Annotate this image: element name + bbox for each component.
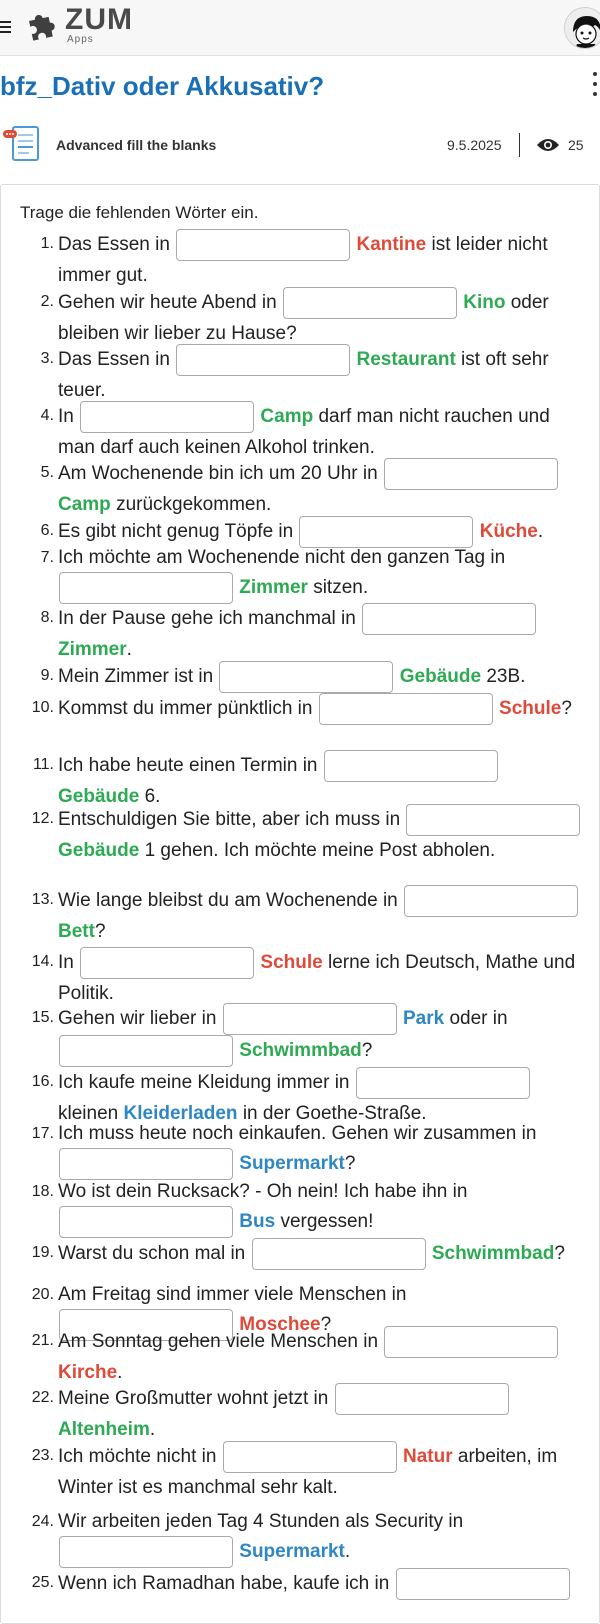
- item-sentence: [58, 1119, 583, 1180]
- item-sentence: [58, 458, 583, 519]
- sentence-text: sitzen.: [307, 577, 369, 599]
- sentence-text: oder bleiben wir lieber zu Hause?: [58, 292, 549, 344]
- sentence-text: lerne ich Deutsch, Mathe und Politik.: [58, 952, 576, 1004]
- blank-input[interactable]: [324, 750, 498, 782]
- noun-hint: Restaurant: [356, 349, 456, 371]
- noun-hint: Zimmer: [58, 639, 127, 660]
- noun-hint: Bus: [239, 1211, 276, 1233]
- sentence-text: Das Essen in: [58, 234, 176, 256]
- sentence-text: 23B.: [481, 666, 526, 688]
- blank-input[interactable]: [384, 1326, 558, 1358]
- item-number: 5.: [40, 464, 54, 481]
- logo-name: ZUM: [65, 3, 133, 36]
- top-bar: [0, 0, 600, 56]
- sentence-text: ?: [561, 698, 572, 720]
- sentence-text: Wir arbeiten jeden Tag 4 Stunden als Security in: [58, 1511, 464, 1532]
- noun-hint: Bett: [58, 921, 95, 942]
- item-number: 8.: [40, 609, 54, 626]
- view-count: 25: [568, 137, 584, 153]
- eye-icon: [536, 137, 560, 153]
- item-number: 22.: [31, 1389, 54, 1406]
- sentence-text: .: [126, 639, 132, 660]
- sentence-text: Wo ist dein Rucksack? - Oh nein! Ich habe ihn in: [58, 1181, 468, 1202]
- item-number: 17.: [31, 1125, 54, 1142]
- sentence-text: In: [58, 952, 80, 974]
- task-instructions: Trage die fehlenden Wörter ein.: [20, 203, 259, 222]
- item-sentence: [58, 693, 583, 725]
- noun-hint: Kino: [463, 292, 506, 314]
- sentence-text: Ich habe heute einen Termin in: [58, 755, 323, 777]
- item-number: 24.: [31, 1513, 54, 1530]
- blank-input[interactable]: [219, 661, 393, 693]
- sentence-text: 6.: [139, 786, 161, 807]
- item-number: 4.: [40, 407, 54, 424]
- publish-date: 9.5.2025: [447, 137, 502, 153]
- noun-hint: Moschee: [239, 1314, 321, 1336]
- item-sentence: [58, 1003, 583, 1067]
- sentence-text: Gehen wir heute Abend in: [58, 292, 282, 314]
- blank-input[interactable]: [80, 401, 254, 433]
- sentence-text: darf man nicht rauchen und man darf auch keinen Alkohol trinken.: [58, 406, 550, 458]
- sentence-text: kleinen: [58, 1103, 124, 1124]
- sentence-text: ?: [344, 1153, 356, 1175]
- item-sentence: [58, 750, 583, 811]
- fill-blanks-type-icon: [2, 126, 40, 162]
- blank-input[interactable]: [384, 458, 558, 490]
- sentence-text: Meine Großmutter wohnt jetzt in: [58, 1388, 334, 1410]
- logo-subtitle: Apps: [67, 34, 94, 45]
- item-number: 3.: [40, 350, 54, 367]
- item-sentence: [58, 1238, 583, 1270]
- avatar-face-icon: [565, 8, 600, 49]
- item-number: 6.: [40, 522, 54, 539]
- item-number: 20.: [31, 1286, 54, 1303]
- sentence-text: arbeiten, im Winter ist es manchmal sehr kalt.: [58, 1446, 558, 1498]
- blank-input[interactable]: [59, 572, 233, 604]
- exercise-card: [0, 184, 600, 1624]
- sentence-text: Am Freitag sind immer viele Menschen in: [58, 1284, 407, 1305]
- item-sentence: [58, 344, 583, 405]
- item-number: 25.: [31, 1574, 54, 1591]
- user-avatar[interactable]: [564, 7, 600, 49]
- noun-hint: Supermarkt: [239, 1541, 345, 1563]
- hamburger-menu-icon[interactable]: [0, 21, 11, 33]
- sentence-text: Gehen wir lieber in: [58, 1008, 222, 1030]
- noun-hint: Kleiderladen: [123, 1103, 238, 1124]
- item-sentence: [58, 1326, 583, 1387]
- noun-hint: Kirche: [58, 1362, 118, 1383]
- noun-hint: Küche: [479, 521, 538, 543]
- item-number: 23.: [31, 1447, 54, 1464]
- sentence-text: In der Pause gehe ich manchmal in: [58, 608, 362, 630]
- item-number: 21.: [31, 1332, 54, 1349]
- sentence-text: Ich möchte nicht in: [58, 1446, 222, 1468]
- blank-input[interactable]: [223, 1003, 397, 1035]
- noun-hint: Park: [402, 1008, 445, 1030]
- blank-input[interactable]: [59, 1536, 233, 1568]
- sentence-text: ist leider nicht immer gut.: [58, 234, 548, 286]
- noun-hint: Zimmer: [239, 577, 308, 599]
- sentence-text: Mein Zimmer ist in: [58, 666, 219, 688]
- sentence-text: ?: [320, 1314, 332, 1336]
- blank-input[interactable]: [59, 1035, 233, 1067]
- noun-hint: Schwimmbad: [431, 1243, 555, 1265]
- item-number: 2.: [40, 293, 54, 310]
- sentence-text: oder in: [444, 1008, 508, 1030]
- sentence-text: Es gibt nicht genug Töpfe in: [58, 521, 299, 543]
- noun-hint: Supermarkt: [239, 1153, 345, 1175]
- item-sentence: [58, 661, 583, 693]
- item-sentence: [58, 229, 583, 290]
- sentence-text: Ich muss heute noch einkaufen. Gehen wir zusammen in: [58, 1123, 537, 1144]
- meta-divider: [519, 133, 520, 157]
- page-title: bfz_Dativ oder Akkusativ?: [0, 71, 325, 101]
- blank-input[interactable]: [319, 693, 493, 725]
- blank-input[interactable]: [252, 1238, 426, 1270]
- noun-hint: Gebäude: [58, 786, 140, 807]
- sentence-text: Wenn ich Ramadhan habe, kaufe ich in: [58, 1573, 395, 1595]
- item-number: 11.: [32, 756, 54, 773]
- item-sentence: [58, 401, 583, 462]
- item-number: 7.: [40, 549, 54, 566]
- blank-input[interactable]: [404, 885, 578, 917]
- sentence-text: .: [117, 1362, 123, 1383]
- item-sentence: [58, 287, 583, 348]
- item-sentence: [58, 1177, 583, 1238]
- noun-hint: Camp: [58, 494, 111, 515]
- noun-hint: Altenheim: [58, 1419, 150, 1440]
- item-sentence: [58, 1568, 583, 1600]
- kebab-menu-icon[interactable]: [592, 72, 598, 96]
- blank-input[interactable]: [335, 1383, 509, 1415]
- item-sentence: [58, 1383, 583, 1444]
- sentence-text: zurückgekommen.: [110, 494, 272, 515]
- blank-input[interactable]: [362, 603, 536, 635]
- sentence-text: Das Essen in: [58, 349, 176, 371]
- blank-input[interactable]: [223, 1441, 397, 1473]
- item-sentence: [58, 1507, 583, 1568]
- sentence-text: ?: [94, 921, 106, 942]
- item-number: 1.: [40, 235, 54, 252]
- blank-input[interactable]: [59, 1148, 233, 1180]
- sentence-text: Wie lange bleibst du am Wochenende in: [58, 890, 404, 912]
- item-number: 10.: [31, 699, 54, 716]
- item-number: 15.: [31, 1009, 54, 1026]
- item-sentence: [58, 885, 583, 946]
- sentence-text: in der Goethe-Straße.: [237, 1103, 427, 1124]
- noun-hint: Gebäude: [58, 840, 140, 861]
- item-number: 19.: [31, 1244, 54, 1261]
- blank-input[interactable]: [176, 344, 350, 376]
- noun-hint: Schule: [260, 952, 323, 974]
- sentence-text: Am Wochenende bin ich um 20 Uhr in: [58, 463, 383, 485]
- noun-hint: Schule: [499, 698, 562, 720]
- item-number: 12.: [31, 810, 54, 827]
- puzzle-piece-icon: [26, 6, 62, 42]
- sentence-text: In: [58, 406, 80, 428]
- sentence-text: .: [537, 521, 544, 543]
- blank-input[interactable]: [80, 947, 254, 979]
- item-sentence: [58, 1441, 583, 1502]
- zum-apps-logo[interactable]: [26, 3, 133, 45]
- blank-input[interactable]: [406, 804, 580, 836]
- sentence-text: .: [149, 1419, 156, 1440]
- item-sentence: [58, 947, 583, 1008]
- content-meta-bar: [0, 124, 600, 164]
- noun-hint: Camp: [260, 406, 314, 428]
- sentence-text: Ich kaufe meine Kleidung immer in: [58, 1072, 355, 1094]
- blank-input[interactable]: [283, 287, 457, 319]
- noun-hint: Schwimmbad: [239, 1040, 362, 1062]
- blank-input[interactable]: [176, 229, 350, 261]
- item-number: 14.: [31, 953, 54, 970]
- blank-input[interactable]: [59, 1206, 233, 1238]
- item-number: 16.: [31, 1073, 54, 1090]
- sentence-text: ?: [361, 1040, 373, 1062]
- sentence-text: 1 gehen. Ich möchte meine Post abholen.: [139, 840, 496, 861]
- sentence-text: ?: [554, 1243, 565, 1265]
- noun-hint: Gebäude: [399, 666, 482, 688]
- sentence-text: Warst du schon mal in: [58, 1243, 251, 1265]
- sentence-text: vergessen!: [275, 1211, 374, 1233]
- sentence-text: Am Sonntag gehen viele Menschen in: [58, 1331, 384, 1353]
- item-number: 18.: [31, 1183, 54, 1200]
- item-number: 13.: [31, 891, 54, 908]
- item-sentence: [58, 804, 583, 865]
- sentence-text: ist oft sehr teuer.: [58, 349, 549, 401]
- item-sentence: [58, 543, 583, 604]
- sentence-text: Ich möchte am Wochenende nicht den ganzen Tag in: [58, 547, 506, 568]
- sentence-text: .: [344, 1541, 351, 1563]
- sentence-text: Entschuldigen Sie bitte, aber ich muss in: [58, 809, 406, 831]
- blank-input[interactable]: [356, 1067, 530, 1099]
- item-number: 9.: [40, 667, 54, 684]
- sentence-text: Kommst du immer pünktlich in: [58, 698, 318, 720]
- noun-hint: Kantine: [356, 234, 427, 256]
- content-type-label: Advanced fill the blanks: [56, 137, 217, 153]
- blank-input[interactable]: [396, 1568, 570, 1600]
- item-sentence: [58, 603, 583, 664]
- noun-hint: Natur: [402, 1446, 453, 1468]
